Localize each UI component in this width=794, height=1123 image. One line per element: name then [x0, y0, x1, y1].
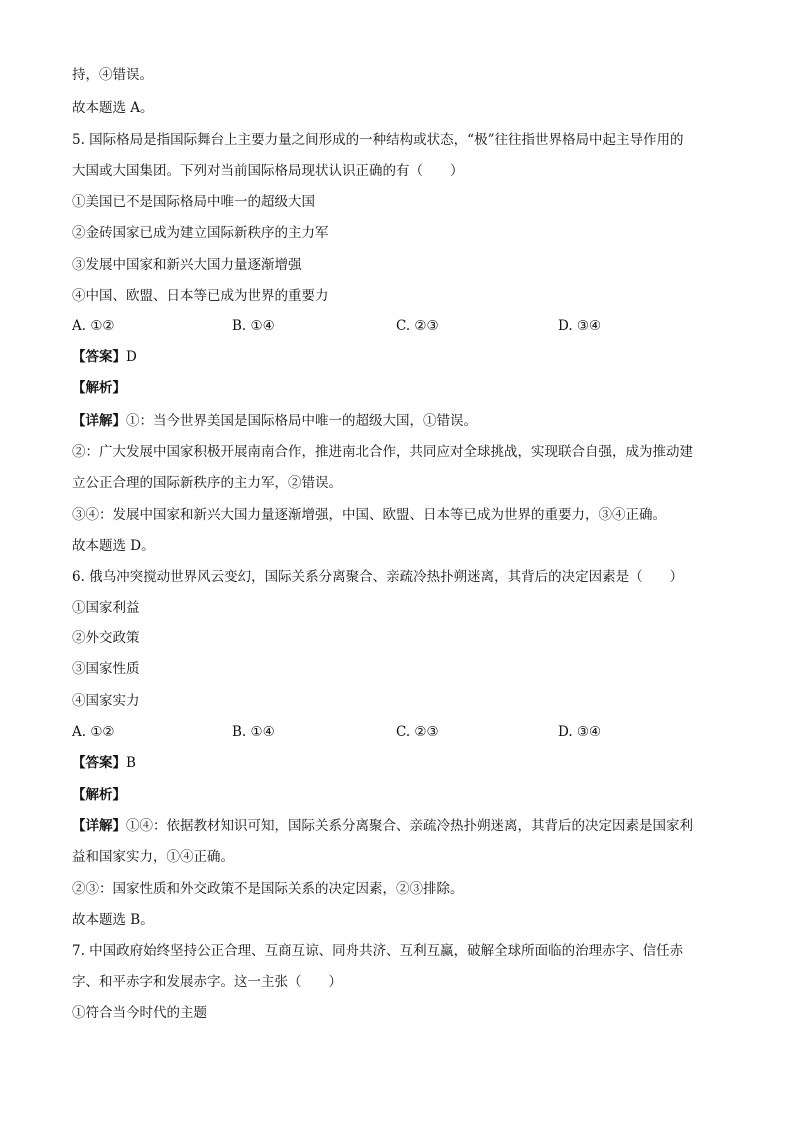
option-b: B. ①④ [232, 318, 275, 334]
analysis-tag: 【解析】 [72, 380, 126, 396]
answer-value: D [126, 349, 137, 365]
text-line: 益和国家实力，①④正确。 [72, 849, 234, 865]
question-6-answer [72, 753, 136, 773]
question-6-statement: ④国家实力 [72, 693, 140, 709]
question-7-stem: 字、和平赤字和发展赤字。这一主张（ ） [72, 974, 342, 990]
question-6-analysis-heading [72, 785, 126, 805]
question-6-detail [72, 816, 693, 836]
text-line: 故本题选 D。 [72, 538, 155, 554]
option-b: B. ①④ [232, 724, 275, 740]
option-c: C. ②③ [396, 318, 439, 334]
question-5-statement: ③发展中国家和新兴大国力量逐渐增强 [72, 257, 302, 273]
question-5-detail [72, 411, 477, 431]
option-d: D. ③④ [558, 724, 602, 740]
text-line: 持，④错误。 [72, 67, 153, 83]
answer-tag: 【答案】 [72, 755, 126, 771]
question-6-options [72, 722, 722, 742]
question-5-statement: ②金砖国家已成为建立国际新秩序的主力军 [72, 225, 329, 241]
option-a: A. ①② [72, 724, 115, 740]
question-5-stem: 大国或大国集团。下列对当前国际格局现状认识正确的有（ ） [72, 163, 464, 179]
detail-text: ①：当今世界美国是国际格局中唯一的超级大国，①错误。 [126, 413, 477, 429]
question-6-statement: ①国家利益 [72, 600, 140, 616]
option-c: C. ②③ [396, 724, 439, 740]
answer-value: B [126, 755, 136, 771]
question-5-answer [72, 347, 137, 367]
question-5-analysis-heading [72, 378, 126, 398]
question-7-stem: 7. 中国政府始终坚持公正合理、互商互谅、同舟共济、互利互赢，破解全球所面临的治理赤字、信任赤 [72, 943, 684, 959]
question-6-statement: ③国家性质 [72, 661, 140, 677]
text-line: ②③：国家性质和外交政策不是国际关系的决定因素，②③排除。 [72, 881, 464, 897]
answer-tag: 【答案】 [72, 349, 126, 365]
detail-tag: 【详解】 [72, 413, 126, 429]
question-5-stem: 5. 国际格局是指国际舞台上主要力量之间形成的一种结构或状态，“极”往往指世界格局中起主导作用的 [72, 132, 684, 148]
option-a: A. ①② [72, 318, 115, 334]
text-line: 故本题选 B。 [72, 912, 154, 928]
question-5-statement: ①美国已不是国际格局中唯一的超级大国 [72, 194, 315, 210]
text-line: 立公正合理的国际新秩序的主力军，②错误。 [72, 475, 342, 491]
question-7-statement: ①符合当今时代的主题 [72, 1005, 207, 1021]
detail-tag: 【详解】 [72, 818, 126, 834]
text-line: 故本题选 A。 [72, 100, 154, 116]
analysis-tag: 【解析】 [72, 787, 126, 803]
text-line: ②：广大发展中国家积极开展南南合作，推进南北合作，共同应对全球挑战，实现联合自强，成为推动建 [72, 444, 693, 460]
question-6-statement: ②外交政策 [72, 630, 140, 646]
option-d: D. ③④ [558, 318, 602, 334]
detail-text: ①④：依据教材知识可知，国际关系分离聚合、亲疏冷热扑朔迷离，其背后的决定因素是国家利 [126, 818, 693, 834]
question-6-stem: 6. 俄乌冲突搅动世界风云变幻，国际关系分离聚合、亲疏冷热扑朔迷离，其背后的决定因素是（ ） [72, 569, 684, 585]
question-5-statement: ④中国、欧盟、日本等已成为世界的重要力 [72, 288, 329, 304]
text-line: ③④：发展中国家和新兴大国力量逐渐增强，中国、欧盟、日本等已成为世界的重要力，③④正确。 [72, 507, 666, 523]
question-5-options [72, 316, 722, 336]
